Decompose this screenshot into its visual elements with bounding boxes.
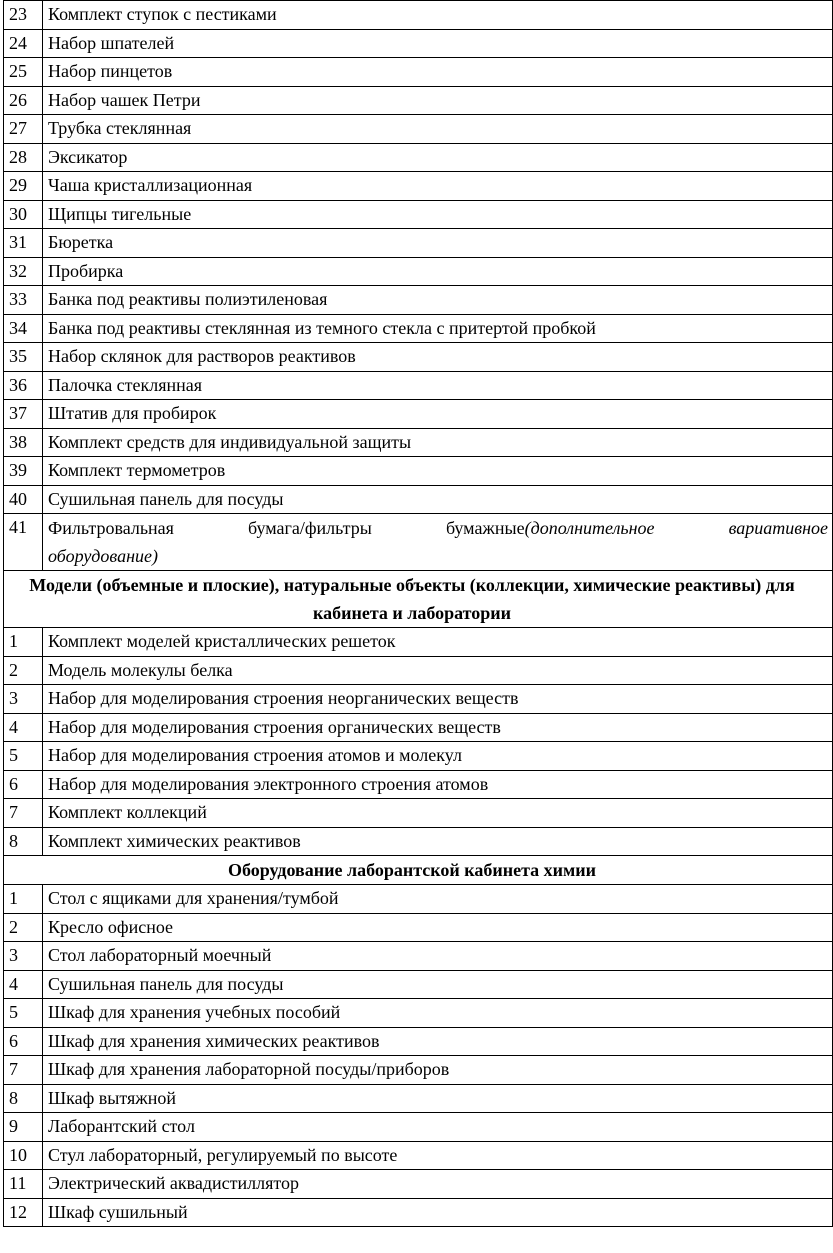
row-text: Пробирка [43,257,833,286]
table-row [4,371,833,400]
row-number: 12 [4,1198,43,1227]
table-row [4,913,833,942]
row-number: 4 [4,970,43,999]
row-text: Набор для моделирования электронного строения атомов [43,770,833,799]
table-row [4,799,833,828]
section-header-row [4,856,833,885]
table-row [4,1141,833,1170]
row-number: 10 [4,1141,43,1170]
row-number: 7 [4,1056,43,1085]
row-number: 7 [4,799,43,828]
table-row [4,485,833,514]
row-text: Сушильная панель для посуды [43,485,833,514]
row-text: Банка под реактивы стеклянная из темного стекла с притертой пробкой [43,314,833,343]
table-body-lab [4,885,833,1227]
row-number: 1 [4,628,43,657]
row-text: Шкаф сушильный [43,1198,833,1227]
row-text: Набор чашек Петри [43,86,833,115]
table-row [4,1,833,30]
table-row [4,999,833,1028]
row-text: Шкаф вытяжной [43,1084,833,1113]
row-number: 27 [4,115,43,144]
row-number: 9 [4,1113,43,1142]
row-number: 24 [4,29,43,58]
table-row [4,628,833,657]
row-text: Стол лабораторный моечный [43,942,833,971]
table-row [4,656,833,685]
table-row [4,286,833,315]
word-italic: (дополнительное [524,518,655,538]
row-number: 34 [4,314,43,343]
table-row [4,1084,833,1113]
row-text: Набор для моделирования строения неорганических веществ [43,685,833,714]
table-row [4,742,833,771]
table-row [4,257,833,286]
row-text: Палочка стеклянная [43,371,833,400]
row-number: 41 [4,514,43,571]
table-row [4,172,833,201]
table-row [4,1113,833,1142]
word-italic: вариативное [728,518,829,538]
row-text: Комплект термометров [43,457,833,486]
table-row [4,314,833,343]
table-row [4,1170,833,1199]
row-number: 37 [4,400,43,429]
row-text: Стол с ящиками для хранения/тумбой [43,885,833,914]
row-text: Чаша кристаллизационная [43,172,833,201]
row-number: 29 [4,172,43,201]
table-row [4,514,833,571]
row-text: Набор для моделирования строения атомов и молекул [43,742,833,771]
table-row [4,1198,833,1227]
row-number: 8 [4,827,43,856]
row-text: Набор шпателей [43,29,833,58]
row-number: 5 [4,999,43,1028]
section-title: Оборудование лаборантской кабинета химии [4,856,833,885]
word: Фильтровальная [48,518,174,538]
table-row [4,713,833,742]
row-text: Бюретка [43,229,833,258]
row-text: Комплект средств для индивидуальной защиты [43,428,833,457]
section-models [4,571,833,628]
word: бумага/фильтры [248,518,372,538]
row-number: 6 [4,770,43,799]
row-number: 8 [4,1084,43,1113]
table-row [4,143,833,172]
row-text: Шкаф для хранения лабораторной посуды/приборов [43,1056,833,1085]
row-number: 31 [4,229,43,258]
table-row [4,400,833,429]
row-text: Штатив для пробирок [43,400,833,429]
row-text: Набор пинцетов [43,58,833,87]
row-number: 5 [4,742,43,771]
table-row [4,457,833,486]
row-text: Комплект коллекций [43,799,833,828]
row-number: 33 [4,286,43,315]
table-row [4,885,833,914]
table-body-models [4,628,833,856]
table-row [4,58,833,87]
row-text-line-2: оборудование) [48,546,158,566]
table-row [4,229,833,258]
section-header-row [4,571,833,628]
row-text: Лаборантский стол [43,1113,833,1142]
table-body-top [4,1,833,514]
row-text: Кресло офисное [43,913,833,942]
row-text: Стул лабораторный, регулируемый по высоте [43,1141,833,1170]
row-number: 1 [4,885,43,914]
row-text: Сушильная панель для посуды [43,970,833,999]
row-number: 40 [4,485,43,514]
row-text: Шкаф для хранения химических реактивов [43,1027,833,1056]
row-text: Комплект ступок с пестиками [43,1,833,30]
row-text: Набор склянок для растворов реактивов [43,343,833,372]
row-number: 32 [4,257,43,286]
table-row [4,942,833,971]
row-text: Щипцы тигельные [43,200,833,229]
row-number: 30 [4,200,43,229]
row-number: 3 [4,685,43,714]
row-text: Банка под реактивы полиэтиленовая [43,286,833,315]
row-number: 4 [4,713,43,742]
row-number: 26 [4,86,43,115]
table-row [4,29,833,58]
row-text: Модель молекулы белка [43,656,833,685]
row-text [43,514,833,571]
table-row [4,115,833,144]
section-title: Модели (объемные и плоские), натуральные объекты (коллекции, химические реактивы) для кабинета и лаборатории [4,571,833,628]
row-number: 3 [4,942,43,971]
equipment-table [3,0,833,1227]
row-text: Комплект моделей кристаллических решеток [43,628,833,657]
table-row [4,1056,833,1085]
table-row [4,770,833,799]
table-row-41-group [4,514,833,571]
table-row [4,827,833,856]
row-number: 28 [4,143,43,172]
row-number: 39 [4,457,43,486]
row-number: 2 [4,913,43,942]
row-number: 23 [4,1,43,30]
table-row [4,428,833,457]
table-row [4,970,833,999]
row-number: 2 [4,656,43,685]
row-number: 38 [4,428,43,457]
row-number: 36 [4,371,43,400]
section-lab [4,856,833,885]
table-row [4,86,833,115]
row-text-line-1 [48,514,828,542]
row-number: 25 [4,58,43,87]
row-number: 6 [4,1027,43,1056]
row-text: Трубка стеклянная [43,115,833,144]
word: бумажные [445,518,525,538]
table-row [4,200,833,229]
row-text: Электрический аквадистиллятор [43,1170,833,1199]
row-number: 35 [4,343,43,372]
row-text: Эксикатор [43,143,833,172]
row-text: Шкаф для хранения учебных пособий [43,999,833,1028]
table-row [4,1027,833,1056]
table-row [4,685,833,714]
row-text: Набор для моделирования строения органических веществ [43,713,833,742]
row-text: Комплект химических реактивов [43,827,833,856]
table-row [4,343,833,372]
row-number: 11 [4,1170,43,1199]
